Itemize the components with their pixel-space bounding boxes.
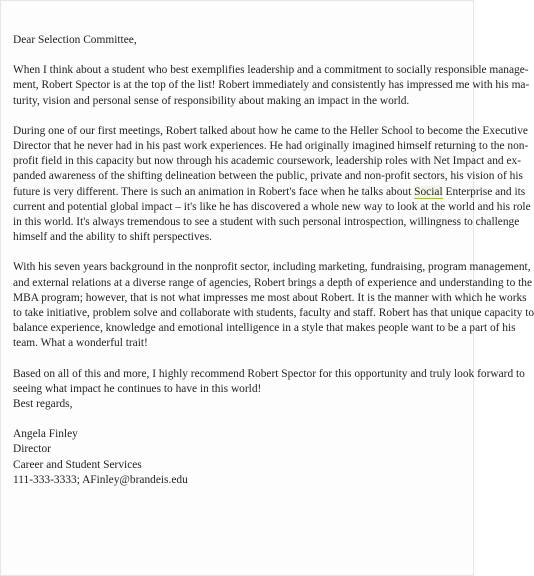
paragraph-line: MBA program; however, that is not what impresses me most about Robert. It is the manner with which he works [13,291,527,304]
paragraph-3 [13,260,534,351]
letter-body [13,33,534,488]
social-keyword-link[interactable]: Social [414,185,443,198]
paragraph-line: to take initiative, problem solve and collaborate with students, faculty and staff. Robert has that unique capacity to [13,307,534,320]
paragraph-gap [13,352,465,367]
paragraph-line: Based on all of this and more, I highly recommend Robert Spector for this opportunity and truly look forward to [13,367,525,380]
signer-title: Director [13,443,51,456]
paragraph-1 [13,63,530,109]
paragraph-line: panded awareness of the shifting delineation between the public, private and non-profit sectors, his vision of his [13,170,523,183]
paragraph-line-start: future is very different. There is such an animation in Robert's face when he talks about [13,185,412,198]
salutation: Dear Selection Committee, [13,34,137,46]
closing: Best regards, [13,398,73,411]
paragraph-line: Director that he never had in his past work experiences. He had originally imagined himself returning to the non- [13,140,529,153]
paragraph-line: balance experience, knowledge and emotional intelligence in a style that makes people want to be a part of his [13,322,516,335]
signer-name: Angela Finley [13,428,78,441]
signature-block [13,427,465,488]
paragraph-gap [13,245,465,260]
paragraph-line: in this world. It's always tremendous to see a student with such personal introspection, willingness to challenge [13,216,520,229]
paragraph-line: team. What a wonderful trait! [13,337,148,350]
paragraph-line: When I think about a student who best exemplifies leadership and a commitment to socially responsible manage- [13,64,529,77]
paragraph-line-end: Enterprise and its [442,185,526,198]
paragraph-line: current and potential global impact – it's like he has discovered a whole new way to look at the world and his role [13,200,531,213]
paragraph-gap [13,109,465,124]
paragraph-line: During one of our first meetings, Robert talked about how he came to the Heller School to become the Executive [13,124,528,137]
paragraph-gap [13,412,465,427]
paragraph-line: ment, Robert Spector is at the top of the list! Robert immediately and consistently has impressed me with his ma- [13,79,530,92]
paragraph-line: seeing what impact he continues to have in this world! [13,382,262,395]
signer-contact: 111-333-3333; AFinley@brandeis.edu [13,473,188,486]
paragraph-gap [13,48,465,63]
paragraph-line: himself and the ability to shift perspectives. [13,231,212,244]
paragraph-line: turity, vision and personal sense of responsibility about making an impact in the world. [13,94,410,107]
signer-department: Career and Student Services [13,458,142,471]
paragraph-4 [13,367,525,413]
paragraph-2 [13,124,531,246]
paragraph-line-with-link [13,185,526,200]
paragraph-line: With his seven years background in the nonprofit sector, including marketing, fundraising, program management, [13,261,531,274]
paragraph-line: profit field in this capacity but now through his academic coursework, leadership roles with Net Impact and ex- [13,155,521,168]
paragraph-line: and external relations at a diverse range of agencies, Robert brings a depth of experience and understanding to the [13,276,533,289]
